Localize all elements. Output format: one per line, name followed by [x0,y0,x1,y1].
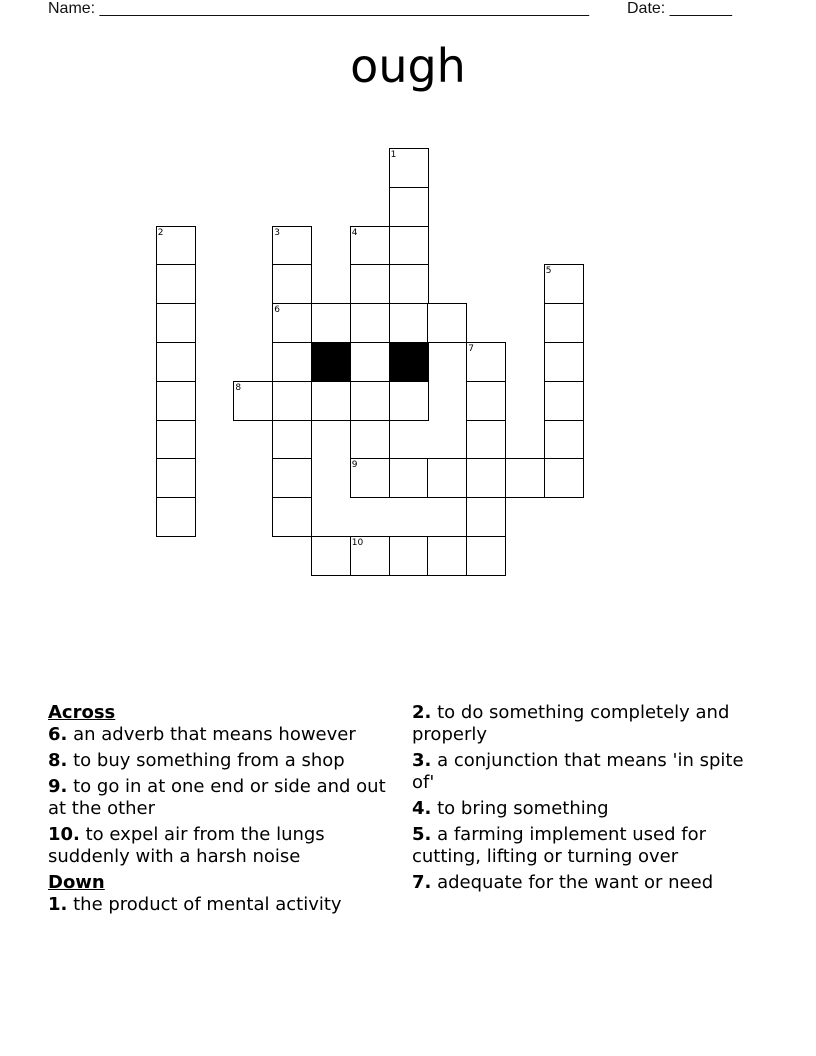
clue-number: 8 [235,382,242,393]
black-square [311,342,351,382]
crossword-cell[interactable] [350,303,390,343]
crossword-cell[interactable] [156,381,196,421]
crossword-cell[interactable] [350,342,390,382]
clue-number: 1 [390,150,397,160]
crossword-cell[interactable] [156,458,196,498]
clue-number-label: 4. [412,798,432,819]
crossword-cell-2[interactable] [156,226,196,266]
clue-number: 9 [351,460,358,471]
crossword-cell[interactable] [272,497,312,537]
down-clue [412,798,752,820]
down-clue [48,894,388,916]
crossword-cell[interactable] [389,381,429,421]
across-clue [48,824,388,868]
crossword-cell-10[interactable] [350,536,390,576]
crossword-cell[interactable] [350,381,390,421]
crossword-cell[interactable] [466,420,506,460]
clue-number: 7 [468,344,474,354]
clue-number-label: 10. [48,824,80,845]
down-clue-list-part2 [412,702,752,894]
crossword-cell[interactable] [272,264,312,304]
crossword-cell[interactable] [544,342,584,382]
clue-number: 10 [351,538,364,548]
clue-number: 4 [351,227,358,238]
crossword-cell-3[interactable] [272,226,312,266]
name-field-label[interactable]: Name: _______________________________________________________ [48,0,589,17]
crossword-cell[interactable] [389,187,429,227]
clue-number-label: 6. [48,724,68,745]
crossword-cell[interactable] [311,381,351,421]
crossword-cell[interactable] [156,420,196,460]
clue-text: to do something completely and properly [412,702,730,745]
crossword-cell-7[interactable] [466,342,506,382]
date-field-label[interactable]: Date: _______ [627,0,732,17]
crossword-cell[interactable] [427,458,467,498]
clue-number: 5 [545,266,552,277]
clue-number: 2 [157,227,164,238]
clue-number-label: 7. [412,872,432,893]
crossword-cell-5[interactable] [544,264,584,304]
crossword-cell[interactable] [466,536,506,576]
crossword-cell[interactable] [505,458,545,498]
clue-number: 3 [274,227,280,238]
crossword-cell[interactable] [544,303,584,343]
crossword-cell[interactable] [350,420,390,460]
puzzle-title: ough [350,39,466,93]
crossword-cell-6[interactable] [272,303,312,343]
clue-text: a conjunction that means 'in spite of' [412,750,744,793]
crossword-cell[interactable] [544,458,584,498]
crossword-cell[interactable] [156,264,196,304]
crossword-cell[interactable] [272,381,312,421]
clue-number-label: 3. [412,750,432,771]
clue-number-label: 2. [412,702,432,723]
crossword-cell[interactable] [272,342,312,382]
crossword-cell-1[interactable] [389,148,429,188]
clue-number-label: 1. [48,894,68,915]
crossword-cell[interactable] [427,303,467,343]
clue-text: an adverb that means however [67,724,356,745]
crossword-cell-4[interactable] [350,226,390,266]
crossword-cell[interactable] [466,458,506,498]
down-clue-list-part1 [48,894,388,916]
crossword-cell[interactable] [272,420,312,460]
down-clue [412,824,752,868]
clue-text: a farming implement used for cutting, lifting or turning over [412,824,706,867]
crossword-cell[interactable] [311,303,351,343]
across-clue [48,750,388,772]
crossword-cell[interactable] [389,458,429,498]
crossword-cell[interactable] [466,381,506,421]
clue-number-label: 5. [412,824,432,845]
down-clue [412,702,752,746]
crossword-cell[interactable] [427,536,467,576]
clue-text: the product of mental activity [67,894,342,915]
clues-left-column [48,702,388,920]
crossword-cell[interactable] [389,303,429,343]
clue-text: to bring something [431,798,609,819]
crossword-cell[interactable] [466,497,506,537]
clue-number-label: 8. [48,750,68,771]
clue-number: 6 [274,305,280,316]
clue-text: to expel air from the lungs suddenly with a harsh noise [48,824,325,867]
crossword-cell[interactable] [156,342,196,382]
crossword-cell[interactable] [272,458,312,498]
black-square [389,342,429,382]
crossword-cell[interactable] [311,536,351,576]
across-clue-list [48,724,388,868]
crossword-cell[interactable] [156,303,196,343]
crossword-cell[interactable] [389,536,429,576]
crossword-cell-8[interactable] [233,381,273,421]
clue-text: to buy something from a shop [67,750,345,771]
crossword-cell-9[interactable] [350,458,390,498]
clue-text: to go in at one end or side and out at the other [48,776,386,819]
clue-number-label: 9. [48,776,68,797]
down-heading: Down [48,872,105,893]
clues-right-column [412,702,752,898]
crossword-cell[interactable] [544,381,584,421]
down-clue [412,872,752,894]
down-clue [412,750,752,794]
across-heading: Across [48,702,116,723]
crossword-cell[interactable] [544,420,584,460]
crossword-cell[interactable] [389,264,429,304]
crossword-cell[interactable] [350,264,390,304]
crossword-cell[interactable] [156,497,196,537]
across-clue [48,724,388,746]
crossword-cell[interactable] [389,226,429,266]
across-clue [48,776,388,820]
clue-text: adequate for the want or need [431,872,714,893]
